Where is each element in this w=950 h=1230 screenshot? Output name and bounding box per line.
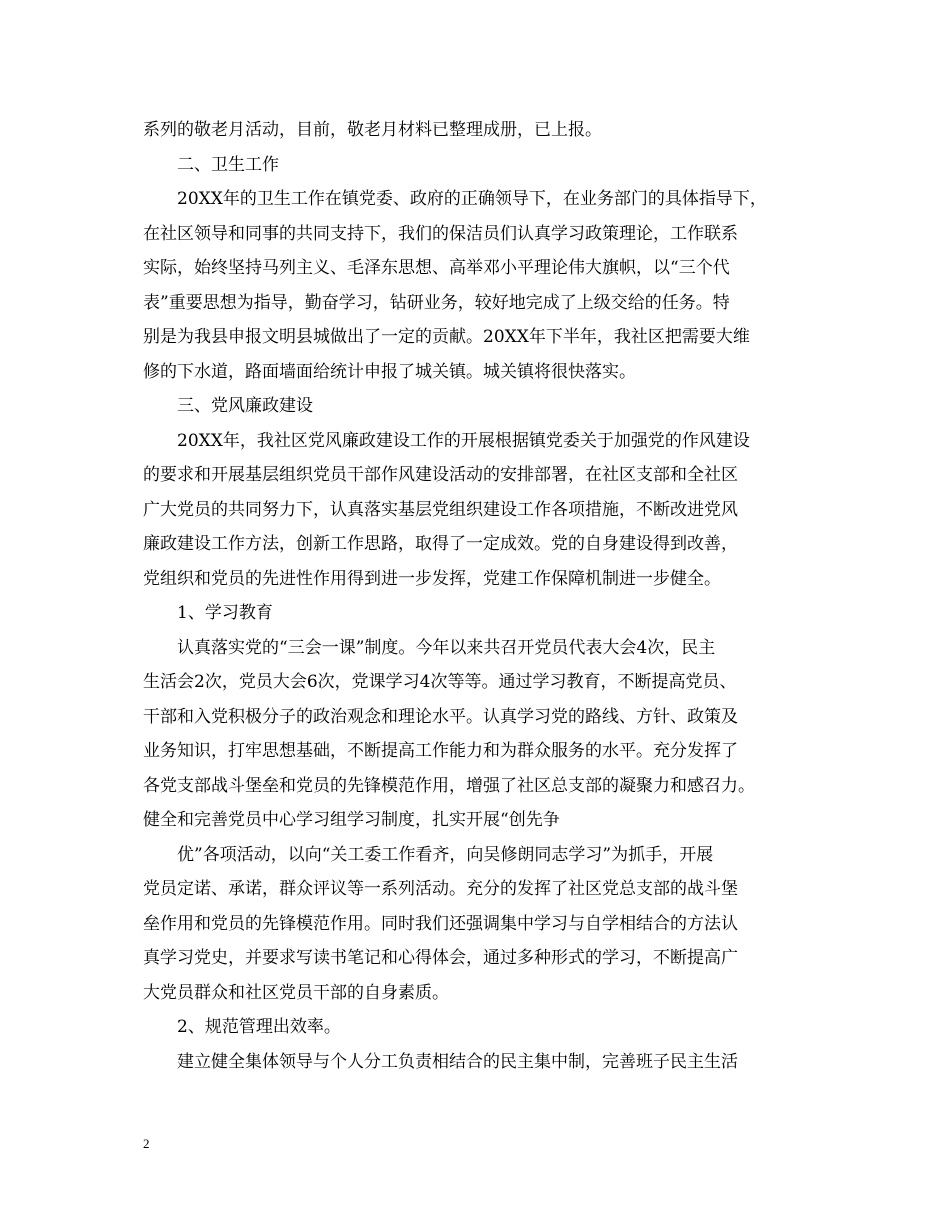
text-line: 的要求和开展基层组织党员干部作风建设活动的安排部署，在社区支部和全社区 — [143, 465, 738, 485]
text-line: 广大党员的共同努力下，认真落实基层党组织建设工作各项措施，不断改进党风 — [143, 499, 738, 520]
text-line: 健全和完善党员中心学习组学习制度，扎实开展“创先争 — [143, 810, 560, 830]
text-line: 业务知识，打牢思想基础，不断提高工作能力和为群众服务的水平。充分发挥了 — [143, 741, 738, 761]
text-line: 修的下水道，路面墙面给统计申报了城关镇。城关镇将很快落实。 — [143, 361, 636, 382]
text-line: 各党支部战斗堡垒和党员的先锋模范作用，增强了社区总支部的凝聚力和感召力。 — [143, 775, 755, 796]
text-line: 认真落实党的“三会一课”制度。今年以来共召开党员代表大会4次，民主 — [143, 637, 716, 658]
text-line: 系列的敬老月活动，目前，敬老月材料已整理成册，已上报。 — [143, 120, 602, 140]
text-line: 20XX年，我社区党风廉政建设工作的开展根据镇党委关于加强党的作风建设 — [143, 430, 750, 451]
section-heading-integrity: 三、党风廉政建设 — [143, 396, 313, 416]
text-line: 大党员群众和社区党员干部的自身素质。 — [143, 982, 449, 1003]
text-line: 别是为我县申报文明县城做出了一定的贡献。20XX年下半年，我社区把需要大维 — [143, 327, 750, 347]
section-heading-hygiene: 二、卫生工作 — [143, 154, 279, 175]
document-body — [143, 113, 823, 1079]
text-line: 表”重要思想为指导，勤奋学习，钻研业务，较好地完成了上级交给的任务。特 — [143, 292, 730, 313]
text-line: 党员定诺、承诺，群众评议等一系列活动。充分的发挥了社区党总支部的战斗堡 — [143, 879, 738, 899]
text-line: 在社区领导和同事的共同支持下，我们的保洁员们认真学习政策理论，工作联系 — [143, 223, 738, 244]
text-line: 20XX年的卫生工作在镇党委、政府的正确领导下，在业务部门的具体指导下， — [143, 189, 767, 209]
text-line: 优”各项活动，以向“关工委工作看齐，向吴修朗同志学习”为抓手，开展 — [143, 844, 714, 865]
page-number: 2 — [143, 1136, 150, 1151]
text-line: 廉政建设工作方法，创新工作思路，取得了一定成效。党的自身建设得到改善， — [143, 534, 738, 554]
text-line: 党组织和党员的先进性作用得到进一步发挥，党建工作保障机制进一步健全。 — [143, 568, 721, 589]
text-line: 生活会2次，党员大会6次，党课学习4次等等。通过学习教育，不断提高党员、 — [143, 672, 737, 692]
text-line: 干部和入党积极分子的政治观念和理论水平。认真学习党的路线、方针、政策及 — [143, 706, 738, 727]
subheading-management: 2、规范管理出效率。 — [143, 1017, 341, 1037]
text-line: 建立健全集体领导与个人分工负责相结合的民主集中制，完善班子民主生活 — [143, 1051, 738, 1072]
text-line: 实际，始终坚持马列主义、毛泽东思想、高举邓小平理论伟大旗帜，以“三个代 — [143, 258, 730, 278]
text-line: 垒作用和党员的先锋模范作用。同时我们还强调集中学习与自学相结合的方法认 — [143, 913, 738, 934]
text-line: 真学习党史，并要求写读书笔记和心得体会，通过多种形式的学习，不断提高广 — [143, 948, 738, 968]
subheading-study: 1、学习教育 — [143, 603, 273, 623]
